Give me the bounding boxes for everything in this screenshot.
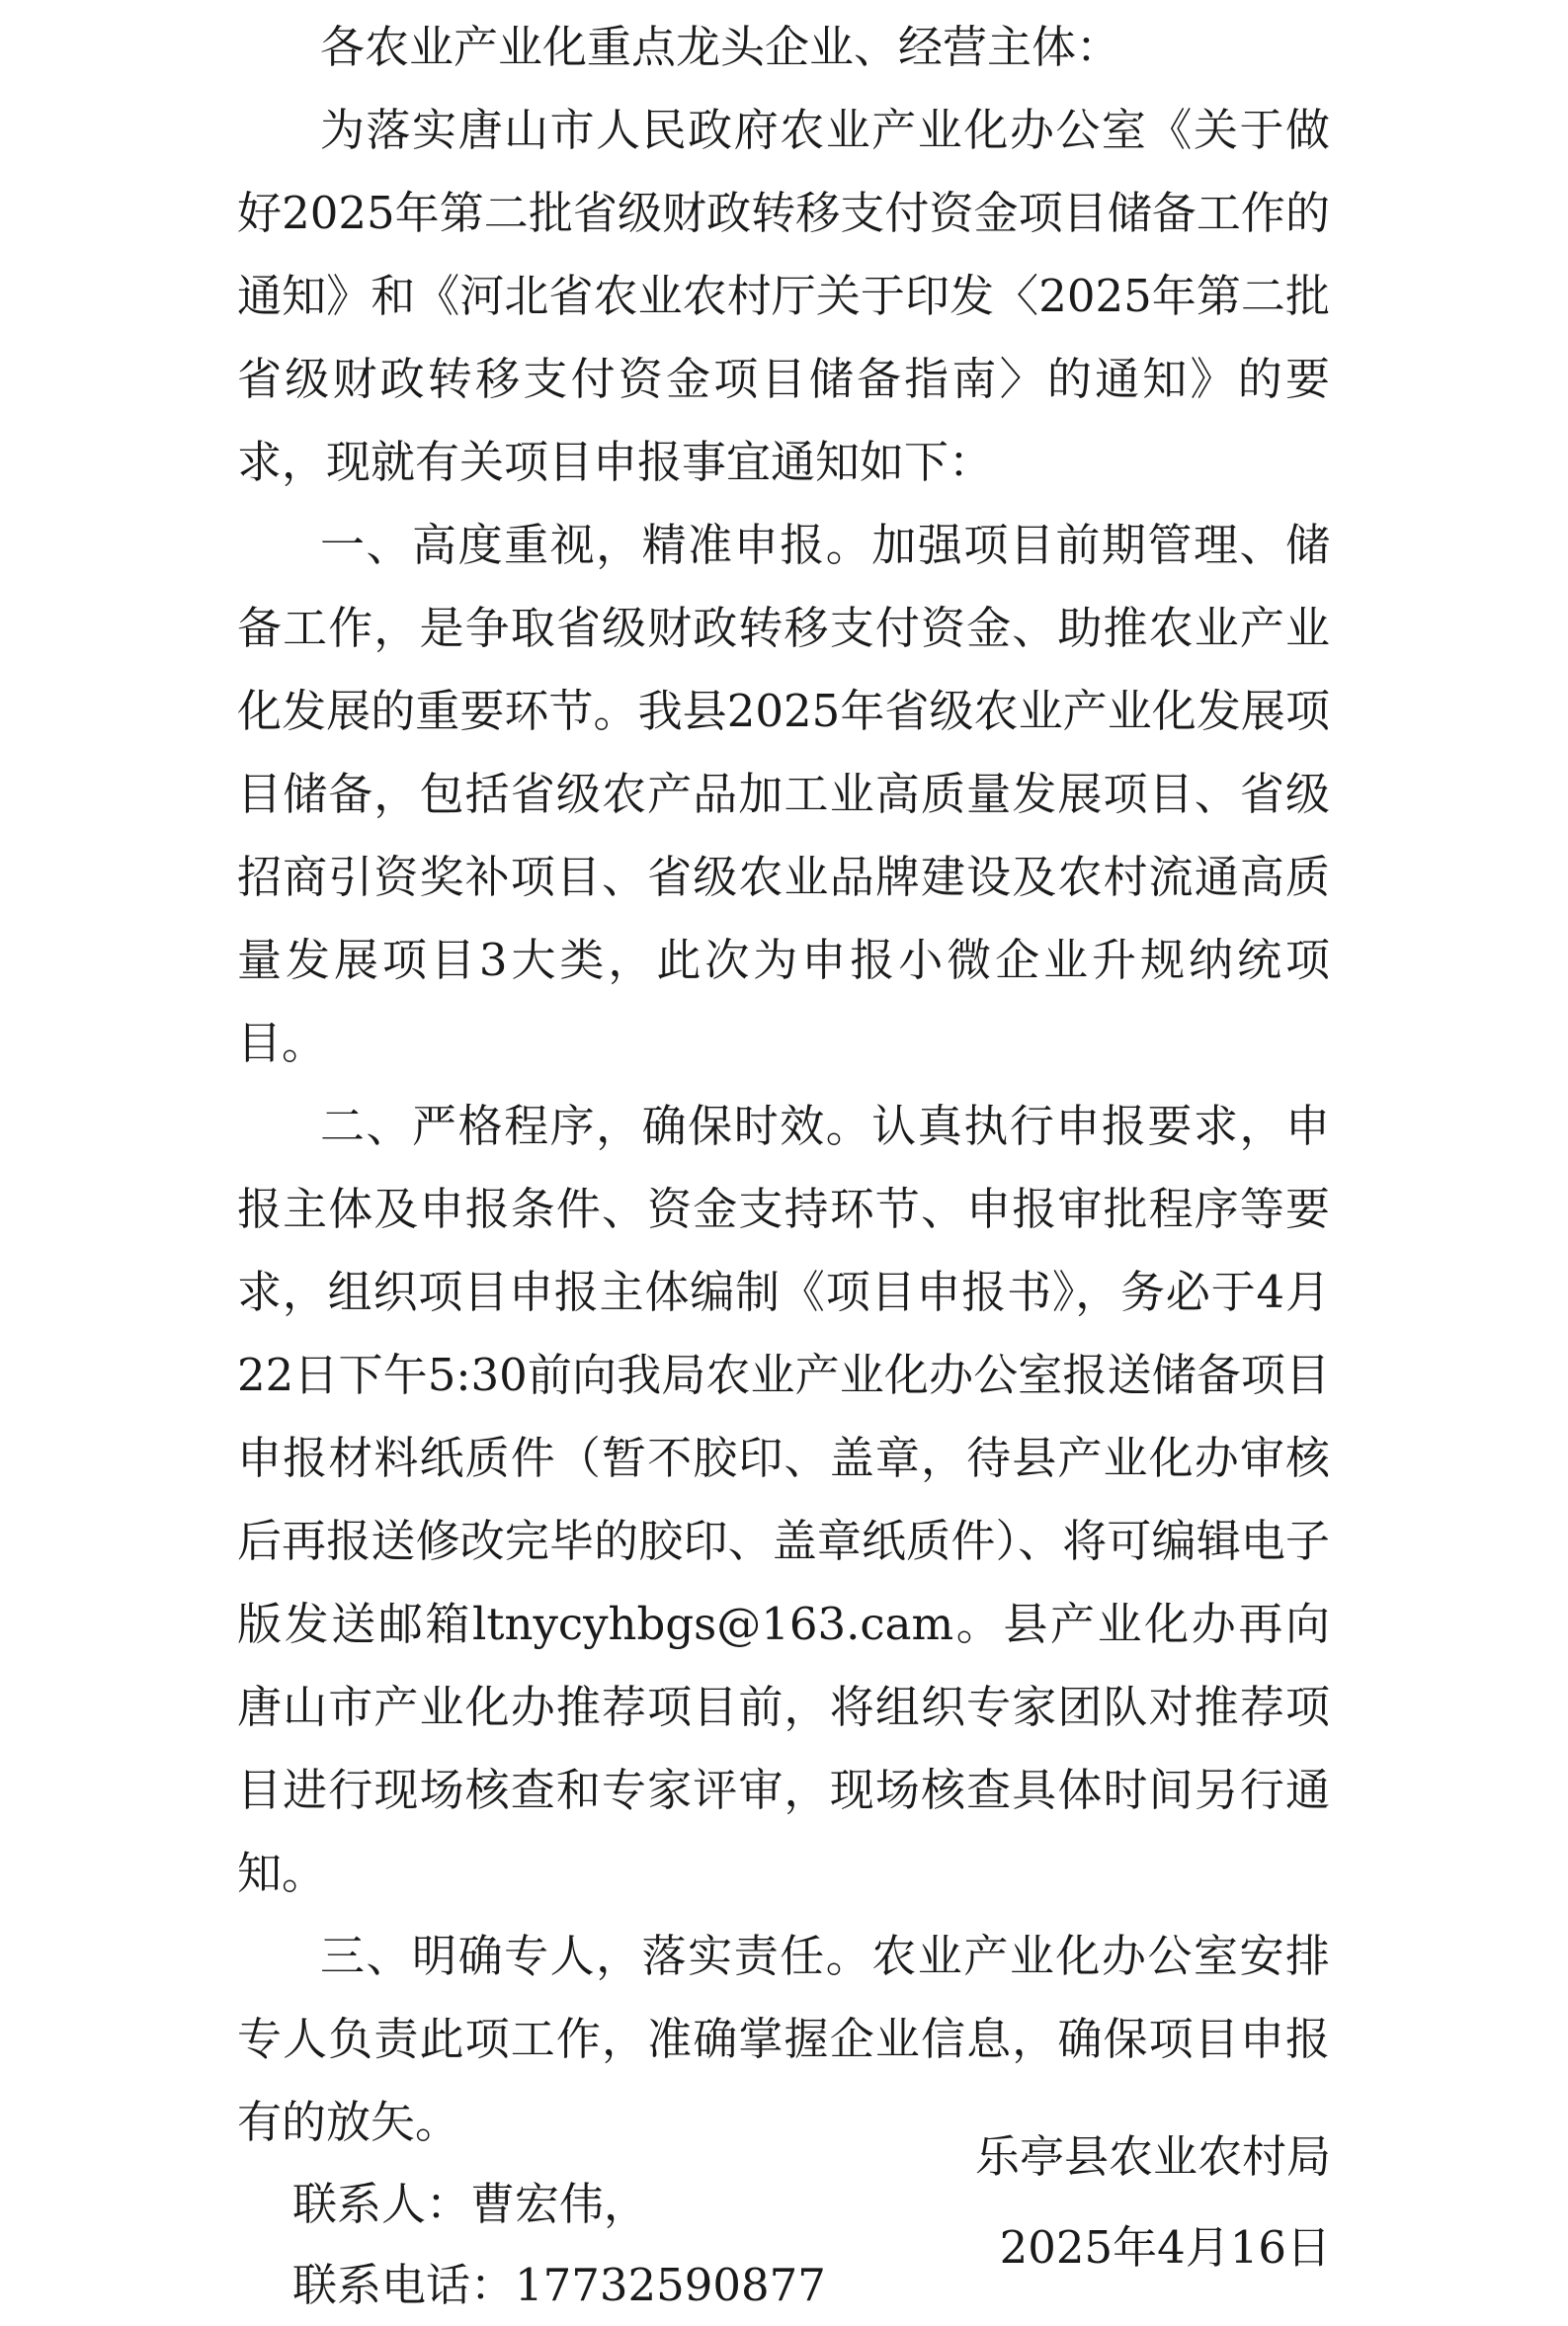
- salutation: 各农业产业化重点龙头企业、经营主体：: [320, 21, 1121, 73]
- signature-date: 2025年4月16日: [999, 2221, 1331, 2274]
- signature-organization: 乐亭县农业农村局: [974, 2130, 1331, 2183]
- section-three-paragraph: 三、明确专人，落实责任。农业产业化办公室安排专人负责此项工作，准确掌握企业信息，确保项目申报有的放矢。: [237, 1930, 1330, 2148]
- section-one-paragraph: 一、高度重视，精准申报。加强项目前期管理、储备工作，是争取省级财政转移支付资金、助推农业产业化发展的重要环节。我县2025年省级农业产业化发展项目储备，包括省级农产品加工业高质量发展项目、省级招商引资奖补项目、省级农业品牌建设及农村流通高质量发展项目3大类，此次为申报小微企业升规纳统项目。: [237, 519, 1330, 1069]
- intro-paragraph: 为落实唐山市人民政府农业产业化办公室《关于做好2025年第二批省级财政转移支付资金项目储备工作的通知》和《河北省农业农村厅关于印发〈2025年第二批省级财政转移支付资金项目储备指南〉的通知》的要求，现就有关项目申报事宜通知如下：: [237, 104, 1330, 488]
- contact-phone: 联系电话：17732590877: [292, 2259, 826, 2311]
- contact-person: 联系人：曹宏伟，: [292, 2178, 649, 2230]
- document-body: [237, 6, 1330, 2326]
- section-two-paragraph: 二、严格程序，确保时效。认真执行申报要求，申报主体及申报条件、资金支持环节、申报审批程序等要求，组织项目申报主体编制《项目申报书》，务必于4月22日下午5:30前向我局农业产业化办公室报送储备项目申报材料纸质件（暂不胶印、盖章，待县产业化办审核后再报送修改完毕的胶印、盖章纸质件）、将可编辑电子版发送邮箱ltnycyhbgs@163.cam。县产业化办再向唐山市产业化办推荐项目前，将组织专家团队对推荐项目进行现场核查和专家评审，现场核查具体时间另行通知。: [237, 1100, 1330, 1899]
